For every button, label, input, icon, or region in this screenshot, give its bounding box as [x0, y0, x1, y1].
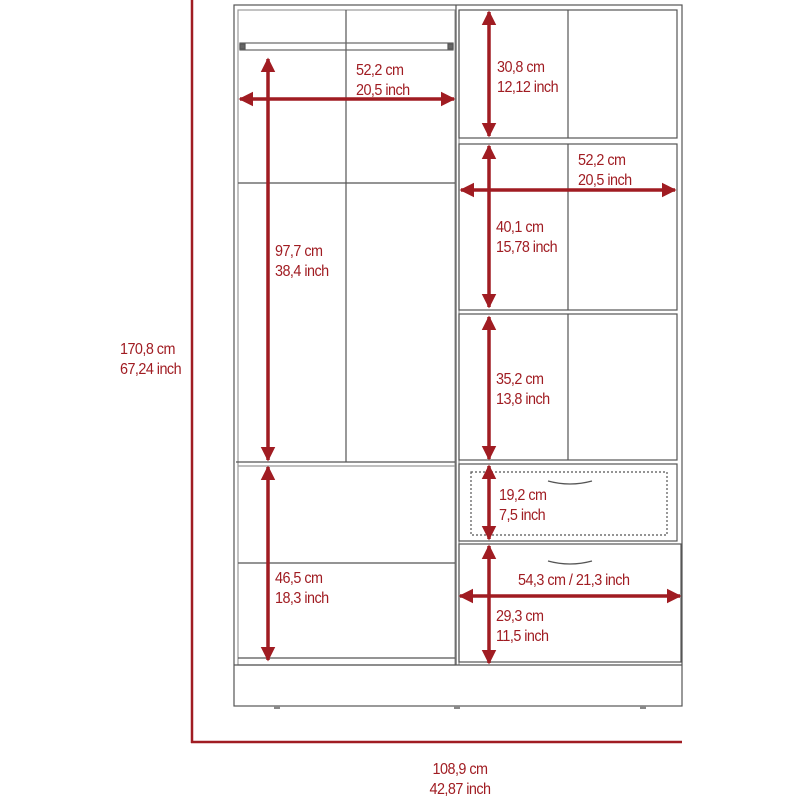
hanging-height-cm: 97,7 cm: [275, 243, 323, 260]
lower-drawer-cm: 29,3 cm: [496, 608, 544, 625]
hanging-height-label: [275, 242, 329, 282]
upper-drawer-label: [499, 486, 546, 526]
right-width-cm: 52,2 cm: [578, 152, 626, 169]
top-right-shelf-cm: 30,8 cm: [497, 59, 545, 76]
left-width-label: [356, 61, 410, 101]
lower-drawer: [459, 544, 681, 662]
top-right-shelf-label: [497, 58, 558, 98]
foot-left: [274, 706, 280, 709]
drawer-width-text: 54,3 cm / 21,3 inch: [518, 572, 630, 589]
lower-right-shelf-cm: 35,2 cm: [496, 371, 544, 388]
total-width-cm: 108,9 cm: [432, 761, 488, 778]
middle-right-shelf-label: [496, 218, 557, 258]
middle-right-shelf-inch: 15,78 inch: [496, 239, 558, 256]
lower-right-shelf-label: [496, 370, 550, 410]
bottom-left-inch: 18,3 inch: [275, 590, 329, 607]
overall-dimension-lines: [191, 0, 682, 743]
foot-middle: [454, 706, 460, 709]
upper-drawer: [459, 464, 677, 541]
foot-right: [640, 706, 646, 709]
lower-drawer-handle: [548, 561, 592, 564]
total-height-cm: 170,8 cm: [120, 341, 175, 358]
total-height-label: [120, 340, 181, 380]
bottom-left-cm: 46,5 cm: [275, 570, 323, 587]
left-width-cm: 52,2 cm: [356, 62, 404, 79]
total-width-inch: 42,87 inch: [429, 781, 491, 798]
lower-drawer-inch: 11,5 inch: [496, 628, 549, 645]
hanging-height-inch: 38,4 inch: [275, 263, 329, 280]
total-height-inch: 67,24 inch: [120, 361, 182, 378]
total-width-label: [397, 760, 523, 800]
lower-drawer-label: [496, 607, 549, 647]
left-width-inch: 20,5 inch: [356, 82, 410, 99]
upper-drawer-inch: 7,5 inch: [499, 507, 546, 524]
top-right-shelf-inch: 12,12 inch: [497, 79, 559, 96]
right-width-label: [578, 151, 632, 191]
dimension-arrows: [240, 12, 680, 663]
bottom-left-label: [275, 569, 329, 609]
drawer-width-label: [518, 571, 629, 591]
middle-right-shelf-cm: 40,1 cm: [496, 219, 544, 236]
lower-right-shelf-inch: 13,8 inch: [496, 391, 550, 408]
upper-drawer-handle: [548, 481, 592, 484]
right-width-inch: 20,5 inch: [578, 172, 632, 189]
upper-drawer-cm: 19,2 cm: [499, 487, 547, 504]
